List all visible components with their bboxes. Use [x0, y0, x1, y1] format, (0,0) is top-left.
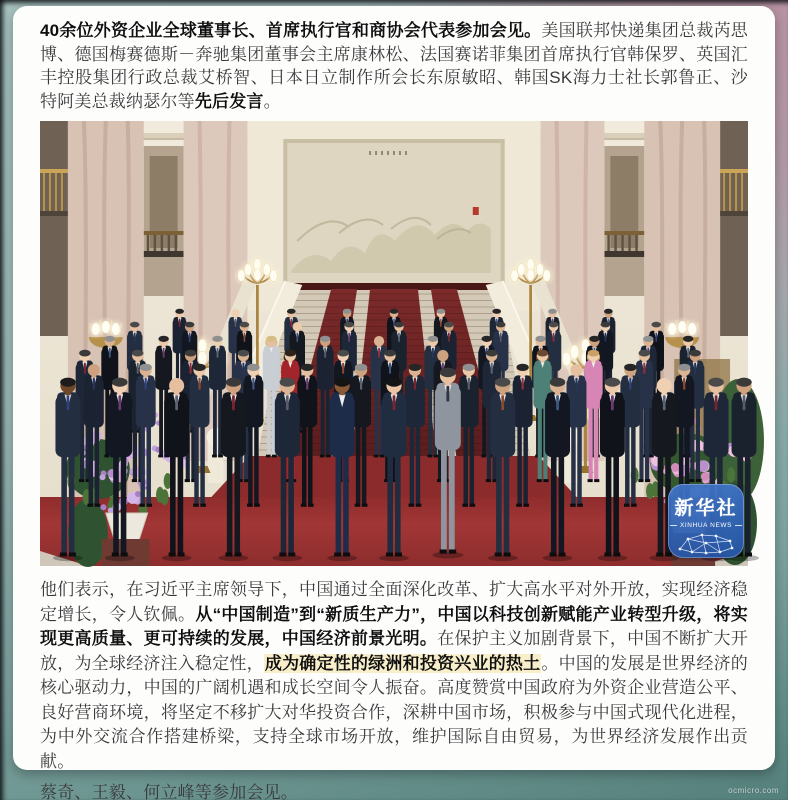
intro-body: 美国联邦快递集团总裁芮思博、德国梅赛德斯－奔驰集团董事会主席康林松、法国赛诺菲集团首席执行官韩保罗、英国汇丰控股集团行政总裁艾桥智、日本日立制作所会长东原敏昭、韩国SK海力士社长郭鲁正、沙特阿美总裁纳瑟尔等 [40, 21, 748, 111]
great-hall-scene [40, 121, 748, 566]
intro-lead-bold: 40余位外资企业全球董事长、首席执行官和商协会代表参加会见。 [40, 21, 542, 40]
remarks-seg2-bold: 从“中国制造”到“新质生产力”，中国以科技创新赋能产业转型升级，将实现更高质量、更可持续的发展，中国经济前景光明。 [40, 604, 748, 648]
remarks-highlight: 成为确定性的绿洲和投资兴业的热土 [264, 653, 541, 673]
paragraph-remarks [40, 578, 748, 774]
xinhua-news-logo [668, 484, 744, 558]
remarks-seg3: 在保护主义加剧背景下，中国不断扩大开放，为全球经济注入稳定性， [40, 629, 748, 673]
watermark: ocmicro.com [728, 786, 779, 795]
paragraph-intro [40, 19, 748, 113]
intro-tail-end: 。 [263, 91, 281, 111]
xinhua-logo-en: XINHUA NEWS [670, 522, 742, 529]
group-photo [40, 121, 748, 566]
painting-seal [473, 207, 479, 215]
paragraph-attendees: 蔡奇、王毅、何立峰等参加会见。 [40, 783, 298, 802]
remarks-seg5: 。中国的发展是世界经济的核心驱动力，中国的广阔机遇和成长空间令人振奋。高度赞赏中国政府为外资企业营造公平、良好营商环境，将坚定不移扩大对华投资合作，深耕中国市场，积极参与中国式现代化进程，为中外交流合作搭建桥梁，支持全球市场开放，维护国际自由贸易，为世界经济发展作出贡献。 [40, 653, 748, 771]
remarks-seg1: 他们表示，在习近平主席领导下，中国通过全面深化改革、扩大高水平对外开放，实现经济稳定增长，令人钦佩。 [40, 580, 748, 624]
xinhua-logo-cn: 新华社 [674, 498, 738, 519]
xinhua-network-icon [675, 531, 737, 555]
intro-tail-bold: 先后发言 [194, 91, 264, 111]
